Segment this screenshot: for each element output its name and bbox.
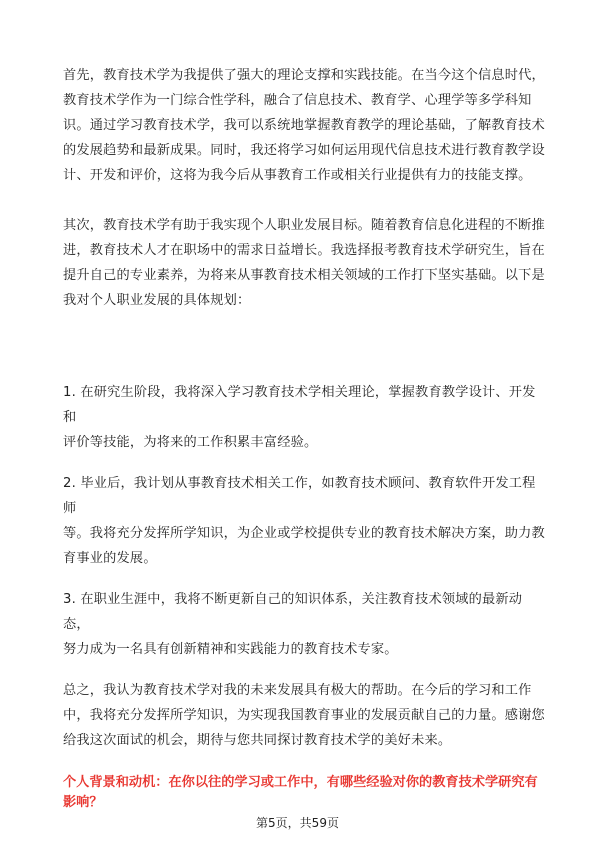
paragraph-conclusion: 总之，我认为教育技术学对我的未来发展具有极大的帮助。在今后的学习和工作 中，我将充分发挥所学知识，为实现我国教育事业的发展贡献自己的力量。感谢您 给我这次面试的机会，期待与您共同探讨教育技术学的美好未来。 <box>63 683 545 748</box>
page-number-footer: 第5页，共59页 <box>256 816 339 830</box>
list-item-career-span: 3. 在职业生涯中，我将不断更新自己的知识体系，关注教育技术领域的最新动态， 努力成为一名具有创新精神和实践能力的教育技术专家。 <box>63 592 523 657</box>
list-item-graduate-stage: 1. 在研究生阶段，我将深入学习教育技术学相关理论，掌握教育教学设计、开发和 评价等技能，为将来的工作积累丰富经验。 <box>63 385 536 450</box>
paragraph-theory-support: 首先，教育技术学为我提供了强大的理论支撑和实践技能。在当今这个信息时代， 教育技术学作为一门综合性学科，融合了信息技术、教育学、心理学等多学科知 识。通过学习教育技术学，我可以系统地掌握教育教学的理论基础，了解教育技术 的发展趋势和最新成果。同时，我还将学习如何运用现代信息技术进行教育教学设 计、开发和评价，这将为我今后从事教育工作或相关行业提供有力的技能支撑。 <box>63 68 545 183</box>
paragraph-career-goals: 其次，教育技术学有助于我实现个人职业发展目标。随着教育信息化进程的不断推 进，教育技术人才在职场中的需求日益增长。我选择报考教育技术学研究生，旨在 提升自己的专业素养，为将来从事教育技术相关领域的工作打下坚实基础。以下是 我对个人职业发展的具体规划： <box>63 218 545 308</box>
list-item-after-graduation: 2. 毕业后，我计划从事教育技术相关工作，如教育技术顾问、教育软件开发工程师 等。我将充分发挥所学知识，为企业或学校提供专业的教育技术解决方案，助力教 育事业的发展。 <box>63 476 545 566</box>
next-question-heading: 个人背景和动机：在你以往的学习或工作中，有哪些经验对你的教育技术学研究有 影响？ <box>63 775 538 810</box>
